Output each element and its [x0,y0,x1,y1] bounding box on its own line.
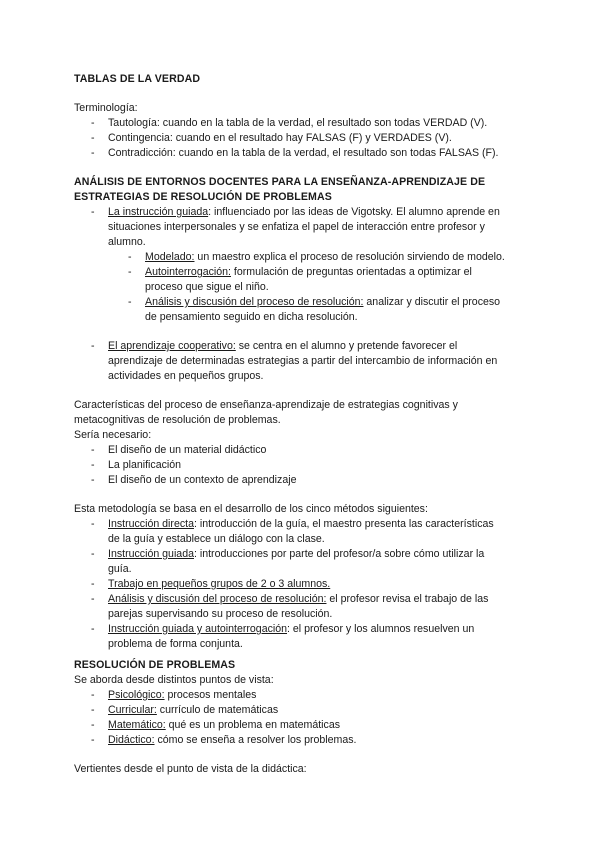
list-item [108,622,474,637]
list-item [108,718,340,733]
sublist-item-cont: de pensamiento seguido en dicha resolución. [145,311,358,323]
sublist-bullet: - [128,251,132,263]
paragraph-line: Características del proceso de enseñanza-aprendizaje de estrategias cognitivas y [74,399,458,411]
list-bullet: - [91,459,95,471]
list-item [108,517,494,532]
term-underlined: Instrucción directa [108,518,194,530]
terminologia-heading: Terminología: [74,102,138,114]
list-item-cont: problema de forma conjunta. [108,638,243,650]
section-title-resolucion: RESOLUCIÓN DE PROBLEMAS [74,659,236,671]
paragraph-line: Se aborda desde distintos puntos de vista: [74,674,274,686]
paragraph-line: Vertientes desde el punto de vista de la didáctica: [74,763,307,775]
list-item-cont: alumno. [108,236,146,248]
list-item-cont: actividades en pequeños grupos. [108,370,264,382]
term-underlined: Modelado: [145,251,195,263]
list-bullet: - [91,578,95,590]
list-bullet: - [91,518,95,530]
list-item [108,205,500,220]
list-item [108,688,256,703]
list-item: Contradicción: cuando en la tabla de la verdad, el resultado son todas FALSAS (F). [108,147,499,159]
paragraph-line: metacognitivas de resolución de problemas. [74,414,281,426]
sublist-bullet: - [128,296,132,308]
term-underlined: Instrucción guiada y autointerrogación [108,623,288,635]
item-text: analizar y discutir el proceso [363,296,501,308]
item-text: se centra en el alumno y pretende favorecer el [235,340,458,352]
item-text: currículo de matemáticas [156,704,279,716]
list-bullet: - [91,117,95,129]
term-underlined: El aprendizaje cooperativo: [108,340,236,352]
list-item: El diseño de un contexto de aprendizaje [108,474,297,486]
list-bullet: - [91,147,95,159]
item-text: un maestro explica el proceso de resolución sirviendo de modelo. [194,251,505,263]
sublist-item [145,265,472,280]
list-bullet: - [91,444,95,456]
item-text: : influenciado por las ideas de Vigotsky. El alumno aprende en [208,206,500,218]
list-item [108,592,488,607]
paragraph-line: Esta metodología se basa en el desarrollo de los cinco métodos siguientes: [74,503,428,515]
item-text: qué es un problema en matemáticas [165,719,341,731]
sublist-item-cont: proceso que sigue el niño. [145,281,269,293]
list-item-cont: guía. [108,563,132,575]
sublist-item [145,250,505,265]
list-bullet: - [91,689,95,701]
term-underlined: Trabajo en pequeños grupos de 2 o 3 alumnos. [108,578,331,590]
term-underlined: Matemático: [108,719,166,731]
list-item [108,547,484,562]
paragraph-line: Sería necesario: [74,429,152,441]
list-bullet: - [91,340,95,352]
term-underlined: Análisis y discusión del proceso de resolución: [145,296,364,308]
list-item-cont: aprendizaje de determinadas estrategias a partir del intercambio de información en [108,355,498,367]
item-text: procesos mentales [164,689,257,701]
item-text: formulación de preguntas orientadas a optimizar el [230,266,472,278]
list-bullet: - [91,474,95,486]
item-text: : introducción de la guía, el maestro presenta las características [193,518,494,530]
term-underlined: Curricular: [108,704,157,716]
list-item: El diseño de un material didáctico [108,444,267,456]
section-title-analisis: ANÁLISIS DE ENTORNOS DOCENTES PARA LA ENSEÑANZA-APRENDIZAJE DE [74,176,486,188]
term-underlined: La instrucción guiada [108,206,209,218]
list-item [108,733,357,748]
list-item: Contingencia: cuando en el resultado hay FALSAS (F) y VERDADES (V). [108,132,452,144]
list-bullet: - [91,548,95,560]
list-item: La planificación [108,459,182,471]
list-item-cont: de la guía y establece un diálogo con la clase. [108,533,325,545]
item-text: : introducciones por parte del profesor/a sobre cómo utilizar la [193,548,485,560]
list-item [108,703,278,718]
list-bullet: - [91,734,95,746]
list-bullet: - [91,719,95,731]
term-underlined: Autointerrogación: [145,266,231,278]
term-underlined: Instrucción guiada [108,548,194,560]
list-bullet: - [91,132,95,144]
list-bullet: - [91,623,95,635]
sublist-item [145,295,500,310]
term-underlined: Didáctico: [108,734,155,746]
list-bullet: - [91,206,95,218]
section-title-tablas-verdad: TABLAS DE LA VERDAD [74,73,201,85]
list-bullet: - [91,704,95,716]
term-underlined: Análisis y discusión del proceso de resolución: [108,593,327,605]
list-bullet: - [91,593,95,605]
list-item-cont: situaciones interpersonales y se enfatiza el papel de interacción entre profesor y [108,221,485,233]
term-underlined: Psicológico: [108,689,165,701]
item-text: el profesor revisa el trabajo de las [326,593,489,605]
list-item [108,339,457,354]
list-item-cont: parejas supervisando su proceso de resolución. [108,608,333,620]
sublist-bullet: - [128,266,132,278]
section-title-analisis-cont: ESTRATEGIAS DE RESOLUCIÓN DE PROBLEMAS [74,191,332,203]
list-item [108,577,330,592]
item-text: cómo se enseña a resolver los problemas. [154,734,357,746]
list-item: Tautología: cuando en la tabla de la verdad, el resultado son todas VERDAD (V). [108,117,488,129]
item-text: : el profesor y los alumnos resuelven un [287,623,475,635]
